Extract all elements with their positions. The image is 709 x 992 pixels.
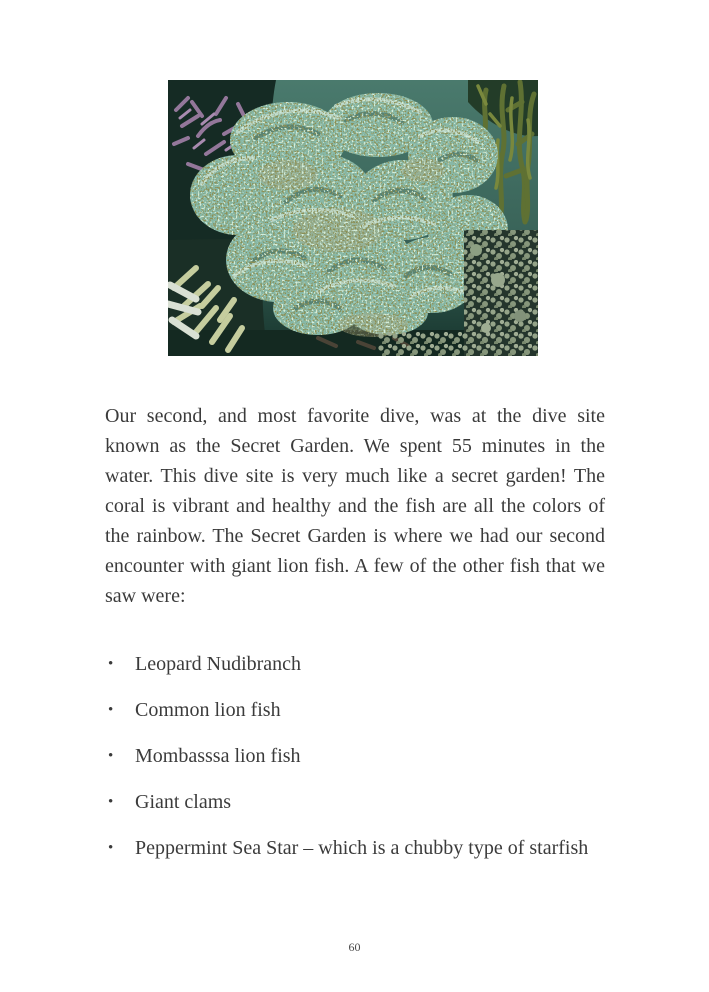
list-item-text: Leopard Nudibranch	[135, 653, 302, 675]
list-item	[105, 741, 605, 771]
list-item-text: Giant clams	[135, 791, 232, 813]
list-item	[105, 833, 605, 863]
body-paragraph: Our second, and most favorite dive, was at the dive site known as the Secret Garden. We spent 55 minutes in the water. This dive site is very much like a secret garden! The coral is vibrant and healthy and the fish are all the colors of the rainbow. The Secret Garden is where we had our second encounter with giant lion fish. A few of the other fish that we saw were:	[105, 405, 605, 607]
bullet-glyph: •	[108, 748, 114, 764]
bullet-list	[105, 649, 605, 879]
coral-reef-photo	[168, 80, 538, 356]
bullet-glyph: •	[108, 656, 114, 672]
bullet-glyph: •	[108, 840, 114, 856]
list-item-text: Common lion fish	[135, 699, 281, 721]
list-item	[105, 787, 605, 817]
list-item	[105, 649, 605, 679]
coral-photo-illustration	[168, 80, 538, 356]
bullet-glyph: •	[108, 702, 114, 718]
list-item-text: Mombasssa lion fish	[135, 745, 301, 767]
list-item-text: Peppermint Sea Star – which is a chubby type of starfish	[135, 837, 589, 859]
page-number: 60	[348, 940, 361, 954]
list-item	[105, 695, 605, 725]
bullet-glyph: •	[108, 794, 114, 810]
